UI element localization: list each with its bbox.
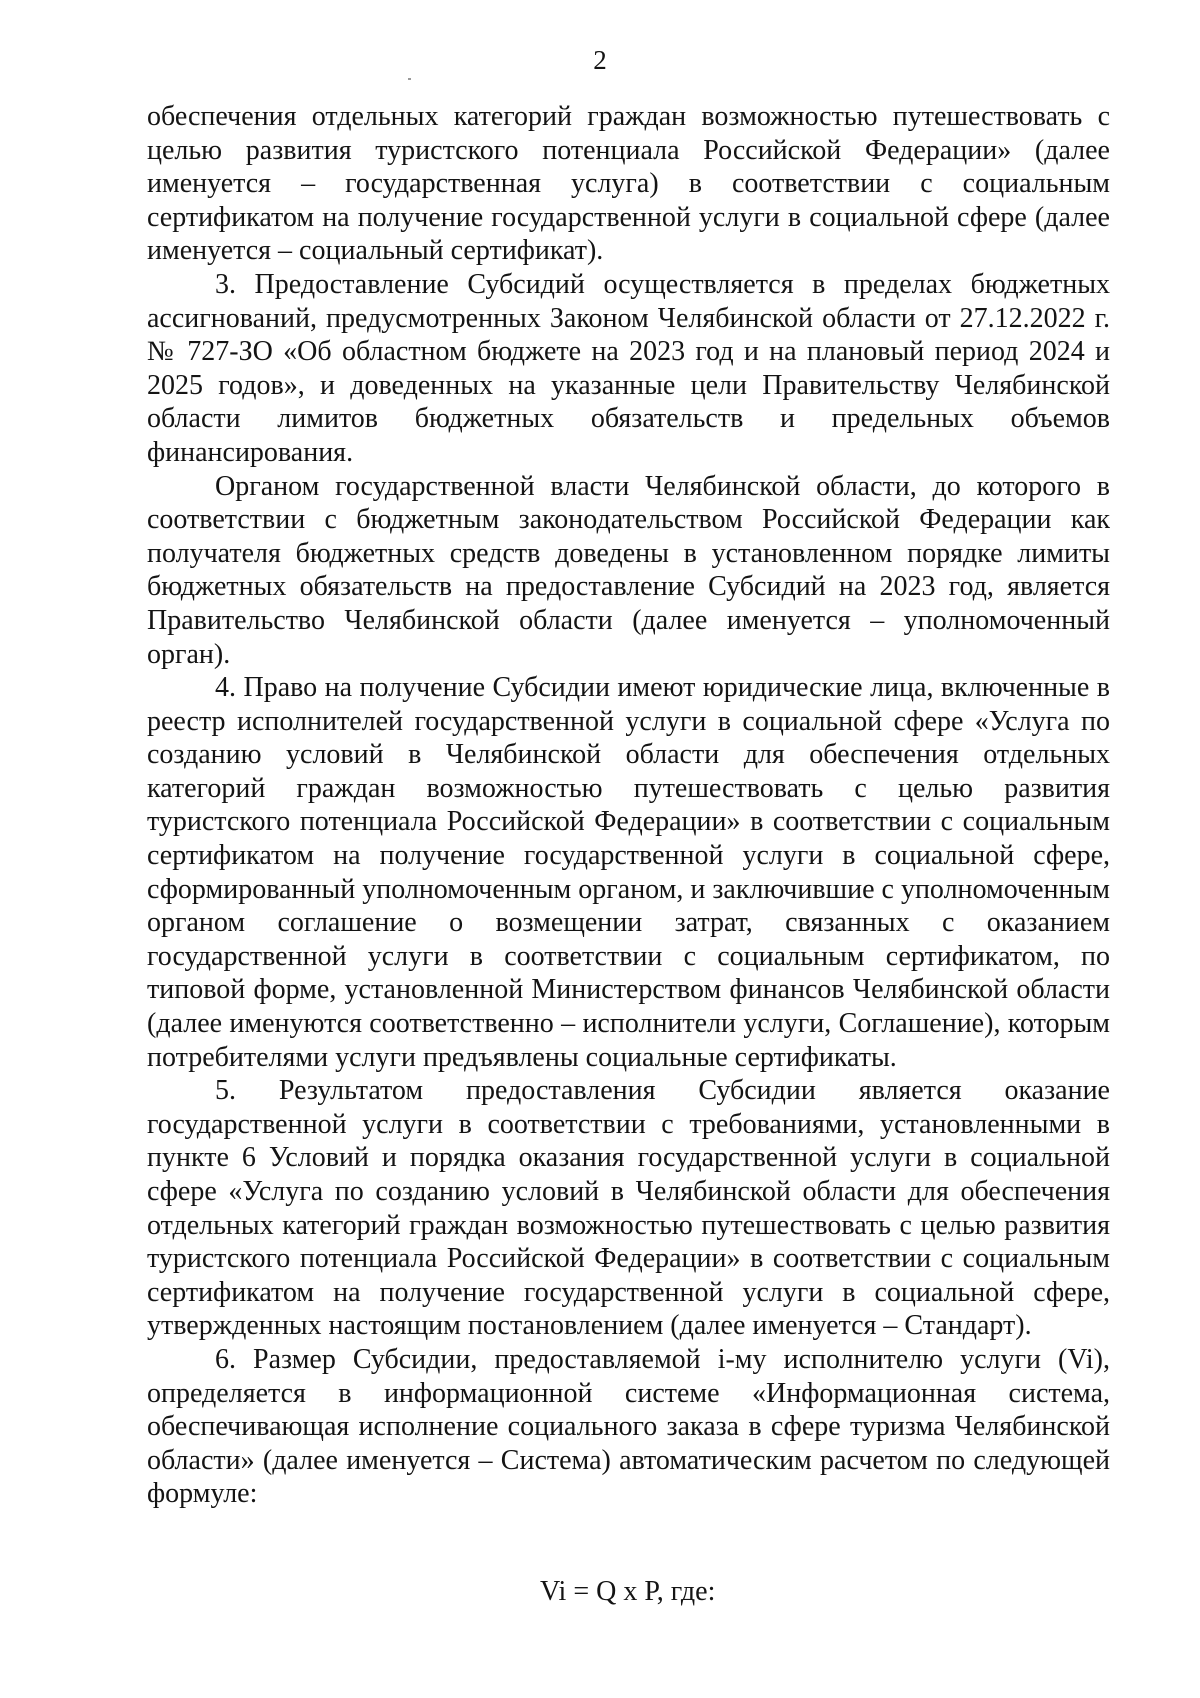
paragraph-item-5: 5. Результатом предоставления Субсидии является оказание государственной услуги в соответствии с требованиями, установленными в пункте 6 Условий и порядка оказания государственной услуги в социальной сфере «Услуга по созданию условий в Челябинской области для обеспечения отдельных категорий граждан возможностью путешествовать с целью развития туристского потенциала Российской Федерации» в соответствии с социальным сертификатом на получение государственной услуги в социальной сфере, утвержденных настоящим постановлением (далее именуется – Стандарт). — [147, 1075, 1110, 1342]
paragraph-authorized-body: Органом государственной власти Челябинской области, до которого в соответствии с бюджетным законодательством Российской Федерации как получателя бюджетных средств доведены в установленном порядке лимиты бюджетных обязательств на предоставление Субсидий на 2023 год, является Правительство Челябинской области (далее именуется – уполномоченный орган). — [147, 470, 1110, 670]
paragraph-item-4: 4. Право на получение Субсидии имеют юридические лица, включенные в реестр исполнителей государственной услуги в социальной сфере «Услуга по созданию условий в Челябинской области для обеспечения отдельных категорий граждан возможностью путешествовать с целью развития туристского потенциала Российской Федерации» в соответствии с социальным сертификатом на получение государственной услуги в социальной сфере, сформированный уполномоченным органом, и заключившие с уполномоченным органом соглашение о возмещении затрат, связанных с оказанием государственной услуги в соответствии с социальным сертификатом, по типовой форме, установленной Министерством финансов Челябинской области (далее именуются соответственно – исполнители услуги, Соглашение), которым потребителями услуги предъявлены социальные сертификаты. — [147, 672, 1110, 1073]
document-body — [147, 100, 1110, 1609]
paragraph-item-3: 3. Предоставление Субсидий осуществляется в пределах бюджетных ассигнований, предусмотренных Законом Челябинской области от 27.12.2022 г. № 727-ЗО «Об областном бюджете на 2023 год и на плановый период 2024 и 2025 годов», и доведенных на указанные цели Правительству Челябинской области лимитов бюджетных обязательств и предельных объемов финансирования. — [147, 268, 1110, 468]
page-number: 2 — [593, 45, 607, 75]
paragraph-item-6: 6. Размер Субсидии, предоставляемой i-му исполнителю услуги (Vi), определяется в информационной системе «Информационная система, обеспечивающая исполнение социального заказа в сфере туризма Челябинской области» (далее именуется – Система) автоматическим расчетом по следующей формуле: — [147, 1343, 1110, 1510]
paragraph-continuation: обеспечения отдельных категорий граждан возможностью путешествовать с целью развития туристского потенциала Российской Федерации» (далее именуется – государственная услуга) в соответствии с социальным сертификатом на получение государственной услуги в социальной сфере (далее именуется – социальный сертификат). — [147, 101, 1110, 267]
subsidy-formula: Vi = Q x P, где: — [540, 1575, 716, 1607]
scan-speck — [408, 78, 411, 80]
